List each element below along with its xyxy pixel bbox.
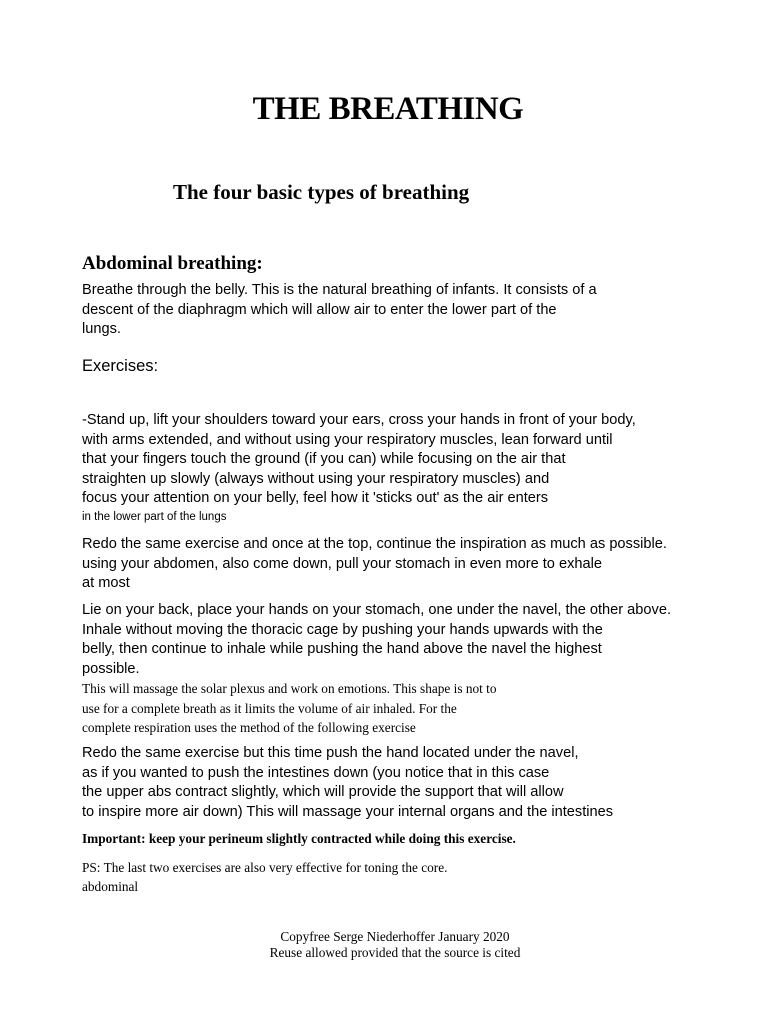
exercise-3-note-line: complete respiration uses the method of the following exercise	[82, 720, 416, 735]
ps-note	[82, 858, 447, 896]
exercise-2-line: using your abdomen, also come down, pull your stomach in even more to exhale	[82, 555, 602, 572]
section-heading-abdominal: Abdominal breathing:	[82, 253, 263, 274]
document-subtitle: The four basic types of breathing	[173, 180, 470, 204]
exercise-1-small-line: in the lower part of the lungs	[82, 510, 227, 523]
exercise-3-line: Lie on your back, place your hands on your stomach, one under the navel, the other above.	[82, 602, 671, 618]
exercise-3-line: possible.	[82, 660, 140, 677]
exercise-2-line: Redo the same exercise and once at the top, continue the inspiration as much as possible.	[82, 536, 667, 552]
important-note: Important: keep your perineum slightly contracted while doing this exercise.	[82, 831, 516, 846]
exercise-3-note-line: use for a complete breath as it limits the volume of air inhaled. For the	[82, 700, 457, 716]
exercise-3-line: Inhale without moving the thoracic cage by pushing your hands upwards with the	[82, 621, 603, 638]
exercise-3-paragraph	[82, 601, 671, 679]
document-title: THE BREATHING	[252, 91, 524, 127]
exercise-4-line: as if you wanted to push the intestines down (you notice that in this case	[82, 764, 550, 781]
exercise-4-paragraph	[82, 744, 613, 822]
exercise-2-line: at most	[82, 575, 130, 591]
footer-credits	[0, 929, 768, 961]
footer-line: Reuse allowed provided that the source is cited	[269, 945, 521, 960]
ps-line: PS: The last two exercises are also very effective for toning the core.	[82, 860, 448, 875]
exercise-1-line: focus your attention on your belly, feel how it 'sticks out' as the air enters	[82, 490, 549, 506]
exercises-heading: Exercises:	[82, 357, 159, 375]
footer-line: Copyfree Serge Niederhoffer January 2020	[280, 929, 510, 944]
exercise-3-note-line: This will massage the solar plexus and work on emotions. This shape is not to	[82, 681, 497, 696]
exercise-3-note	[82, 679, 497, 738]
exercise-1-line: that your fingers touch the ground (if you can) while focusing on the air that	[82, 451, 566, 467]
exercise-3-line: belly, then continue to inhale while pushing the hand above the navel the highest	[82, 641, 602, 657]
exercise-4-line: the upper abs contract slightly, which will provide the support that will allow	[82, 784, 564, 800]
exercise-1-paragraph	[82, 411, 636, 526]
exercise-4-line: to inspire more air down) This will massage your internal organs and the intestines	[82, 803, 614, 820]
intro-paragraph	[82, 281, 597, 340]
exercise-1-line: -Stand up, lift your shoulders toward your ears, cross your hands in front of your body,	[82, 412, 636, 428]
intro-line: Breathe through the belly. This is the natural breathing of infants. It consists of a	[82, 282, 597, 298]
intro-line: descent of the diaphragm which will allow air to enter the lower part of the	[82, 301, 557, 318]
exercise-1-line: straighten up slowly (always without using your respiratory muscles) and	[82, 470, 550, 487]
ps-line: abdominal	[82, 879, 139, 894]
exercise-2-paragraph	[82, 535, 667, 594]
exercise-1-line: with arms extended, and without using your respiratory muscles, lean forward until	[82, 431, 613, 448]
exercise-4-line: Redo the same exercise but this time push the hand located under the navel,	[82, 745, 579, 761]
intro-line: lungs.	[82, 321, 121, 337]
